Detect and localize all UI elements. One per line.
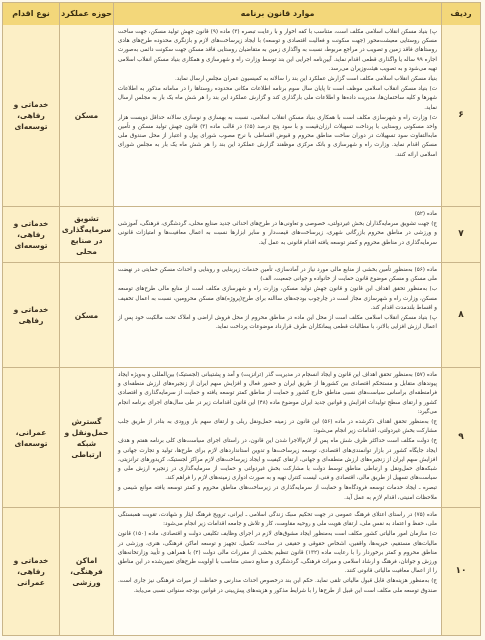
table-row: [3, 263, 480, 368]
row-number: ۹: [441, 368, 480, 507]
paragraph: ج) به‌منظور هزینه‌های قابل قبول مالیاتی تلقی نماید. حکم این بند درخصوص احداث مدارس و حفاظت از میراث فرهنگی نیز جاری است. صندوق توسعه ملی مکلف است این قبیل از طرح‌ها را با شرایط مذکور و هزینه‌های پیش‌بینی در قوانین بودجه سنواتی نسبی می‌یابد.: [118, 578, 437, 594]
paragraph: ث) وزارت راه و شهرسازی مکلف است با همکاری بنیاد مسکن انقلاب اسلامی، نسبت به بهسازی و نوسازی سالانه حداقل دویست هزار واحد مسکونی روستایی با پرداخت تسهیلات ارزان‌قیمت و با سود پنج درصد (۵٪) در قالب ماده (۳) قانون جهش تولید مسکن و تأمین مابه‌التفاوت سود تسهیلات در دوران ساخت مناطق محروم و قبوض اقساطی با نرخ مصوب شورای پول و اعتبار از محل صندوق ملی مسکن اقدام نماید. وزارت راه و شهرسازی و بانک مرکزی موظفند گزارش عملکرد این بند را هر شش ماه یک بار به مجلس شورای اسلامی ارائه کنند.: [118, 114, 438, 158]
paragraph: پ) بنیاد مسکن انقلاب اسلامی مکلف است از محل این ماده در مناطق محروم از محل فروش اراضی و املاک تحت مالکیت خود پس از اعمال ارزش افزایی بالاتر، با مطالبات قطعی پیمانکاران طرف قرارداد موضوعات پرداخت نماید.: [118, 315, 437, 331]
program-text: [113, 263, 441, 367]
paragraph: تبصره ـ ایجاد خدمات توسعه فرودگاه‌ها و حمایت از سرمایه‌گذاری در زیرساخت‌های مناطق محروم و کمتر توسعه یافته موانع شیمی و ملاحظات امنیتی، اقدام لازم به عمل آید.: [118, 485, 437, 501]
paragraph: خ) دولت مکلف است حداکثر ظرف شش ماه پس از لازم‌الاجرا شدن این قانون، در راستای اجرای سیاست‌های کلی برنامه هفتم و هدف ایجاد جایگاه کشور در بازار توانمندی‌های اقتصادی، توسعه زیرساخت‌ها و تدوین استانداردهای لازم برای طرح‌ها، تولید و تجارت جهانی و افزایش سهم ایران از زنجیره‌های ارزش منطقه‌ای و جهانی، ارتقای کیفیت و ایجاد زیرساخت‌های لازم مراکز لجستیک، کریدورهای ترانزیتی، شبکه‌های حمل‌ونقل و ارتباطی مناطق توسط دولت با مشارکت بخش غیردولتی و حمایت از سرمایه‌گذاری در زنجیره ارزش ملی و سیاست‌های تسهیل از طریق مالی، اقتصادی و فنی، لیست کنترل تهیه و به صورت ادواری زمینه‌های لازم را فراهم کند.: [118, 438, 437, 482]
row-number: ۸: [441, 263, 480, 367]
paragraph: ماده (۷۵) در راستای اعتلای فرهنگ عمومی در جهت تحکیم سبک زندگی اسلامی ـ ایرانی، ترویج فرهنگ ایثار و شهادت، تقویت همبستگی ملی، حفظ و اعتماد به نفس ملی، ارتقای هویت ملی و روحیه مقاومت، کار و تلاش و جامعه اقدامات زیر انجام می‌شود:: [118, 512, 437, 528]
table-row: [3, 25, 480, 207]
performance-area: تشویق سرمایه‌گذاری در صنایع محلی: [59, 207, 113, 262]
paragraph: ب) به‌منظور تحقق اهداف این قانون و قانون جهش تولید مسکن، وزارت راه و شهرسازی مکلف است از منابع مالی طرح‌های توسعه مسکن، وزارت راه و شهرسازی مجاز است در چارچوب بودجه‌های ساالنه برای طرح(پروژه)های مسکن محرومین، نسبت به اعمال تخفیف و اقساط بلندمدت اقدام کند.: [118, 286, 437, 311]
program-text: [113, 25, 441, 206]
action-type: خدماتی و رفاهی، عمرانی: [3, 508, 59, 635]
program-text: [113, 508, 441, 635]
action-type: خدماتی و رفاهی: [3, 263, 59, 367]
action-type: خدماتی و رفاهی، توسعه‌ای: [3, 207, 59, 262]
performance-area: اماکن فرهنگی، ورزشی: [59, 508, 113, 635]
paragraph: ماده (۵۲): [414, 211, 437, 217]
table-row: [3, 207, 480, 263]
performance-area: مسکن: [59, 263, 113, 367]
header-action-type: نوع اقدام: [12, 9, 50, 18]
paragraph: پ) بنیاد مسکن انقلاب اسلامی مکلف است، متناسب با کفه اخوار و با رعایت تبصره (۳) ماده (۹) قانون جهش تولید مسکن، جهت ساخت مسکن روستایی معیشت‌محور (جهت سکونت و فعالیت اقتصادی و توسعه) با ایجاد زیرساخت‌های لازم و بازنگری محدوده طرح‌های هادی روستاهای فاقد زمین و تصویب در مراجع مربوط، نسبت به واگذاری زمین به متقاضیان روستایی فاقد مسکن جهت سکونت دائمی به‌صورت اجاره ۹۹ ساله یا واگذاری قطعی اقدام نماید. آیین‌نامه اجرایی این بند توسط وزارت راه و شهرسازی و همکاری بنیاد مسکن انقلاب اسلامی تهیه می‌شود و به تصویب هیئت‌وزیران می‌رسد.: [118, 29, 437, 72]
program-text: [113, 368, 441, 507]
row-number: ۱۰: [441, 508, 480, 635]
header-program-provisions: موارد قانون برنامه: [113, 3, 441, 25]
performance-area: گسترش حمل‌ونقل و شبکه ارتباطی: [59, 368, 113, 507]
table-row: [3, 508, 480, 635]
paragraph: ت) بنیاد مسکن انقلاب اسلامی موظف است تا پایان سال سوم برنامه اطلاعات مکانی محدوده روستاها را در سامانه مذکور به اطلاعات شهرها و کلیه ساختمان‌ها، مدیریت داده‌ها و اطلاعات ملی بارگذاری کند و گزارش عملکرد این بند را هر شش ماه یک بار به مجلس ارسال نماید.: [118, 86, 437, 111]
row-number: ۷: [441, 207, 480, 262]
table-row: [3, 368, 480, 508]
program-text: [113, 207, 441, 262]
paragraph: ج) به‌منظور تحقق اهداف ذکرشده در ماده (۵۶) این قانون در زمینه حمل‌ونقل ریلی و ارتقای سهم بار ورودی به بنادر از طریق جلب مشارکت بخش غیردولتی، اقدامات زیر انجام می‌شود:: [118, 419, 438, 435]
row-number: ۶: [441, 25, 480, 206]
paragraph: ماده (۵۶) به‌منظور تأمین بخشی از منابع مالی مورد نیاز در آمادسازی، تأمین خدمات زیربنایی و روبنایی و احداث مسکن حمایتی در نهضت ملی مسکن و مسکن موضوع قانون حمایت از خانواده و جوانی جمعیت، الف): [118, 267, 437, 283]
paragraph: بنیاد مسکن انقلاب اسلامی مکلف است گزارش عملکرد این بند را سالانه به کمیسیون عمران مجلس ارسال نماید.: [174, 76, 437, 83]
paragraph: ث) سازمان امور مالیاتی کشور مکلف است به‌منظور ایجاد مشوق‌های لازم در اجرای وظایف تکلیفی دولت و اقتصادی، ماده (۱۵۰) قانون مالیات‌های مستقیم، خیریه‌ها، واقفین، اشخاص حقوقی و حقیقی در ساخت، تکمیل، تجهیز و توسعه اماکن فرهنگی، هنری، ورزشی در مناطق محروم و کمتر برخوردار را با رعایت ماده (۱۳۲) قانون تنظیم بخشی از مقررات مالی دولت (۲) با همراهی و تأیید وزارتخانه‌های ورزش و جوانان، فرهنگ و ارشاد اسلامی و میراث فرهنگی، گردشگری و صنایع دستی متناسب با اولویت طرح‌های تعیین‌شده در این مناطق را از اعمال معافیت مالیاتی قانونی کنند.: [118, 531, 437, 575]
action-type: خدماتی و رفاهی، توسعه‌ای: [3, 25, 59, 206]
paragraph: ج) جهت تشویق سرمایه‌گذاران بخش غیردولتی، خصوصی و تعاونی‌ها در طرح‌های احداثی جدید صنایع محلی، گردشگری، فرهنگی، آموزشی و ورزشی در مناطق محروم بازرگانی شهری، زیرساخت‌های قیمت‌دار و سایر ابزارها نسبت به اعمال معافیت‌ها و امتیازات قانونی سرمایه‌گذاری در مناطق محروم و کمتر توسعه یافته اقدام قانونی به عمل آید.: [118, 221, 437, 246]
header-row-number: ردیف: [441, 3, 480, 25]
header-performance-area: حوزه عملکرد: [59, 3, 113, 25]
paragraph: ماده (۵۷) به‌منظور تحقق اهداف این قانون و ایجاد انسجام در مدیریت گذر (ترانزیت) و آمد و پشتیبانی (لجستیک) بین‌المللی و به‌ویژه ایجاد پیوندهای متقابل و مستحکم اقتصادی بین کشورها از طریق ایران و حضور فعال و افزایش سهم ایران از زنجیره‌های ارزش منطقه‌ای و فرامنطقه‌ای براساس سیاست‌های نسبی مناطق خارج کشور و حمایت از مناطق کمتر توسعه یافته و حمایت از سرمایه‌گذاری و اقتصادی کشور و ارتقای سطح تولیدات افزایش و قوانین جدید ایران موضوع ماده (۴۸) این قانون اقدامات زیر در طی سال‌های اجرای برنامه انجام می‌گیرد:: [118, 372, 437, 415]
action-type: عمرانی، توسعه‌ای: [3, 368, 59, 507]
table-header: [3, 3, 480, 26]
performance-area: مسکن: [59, 25, 113, 206]
program-table: [2, 2, 481, 636]
